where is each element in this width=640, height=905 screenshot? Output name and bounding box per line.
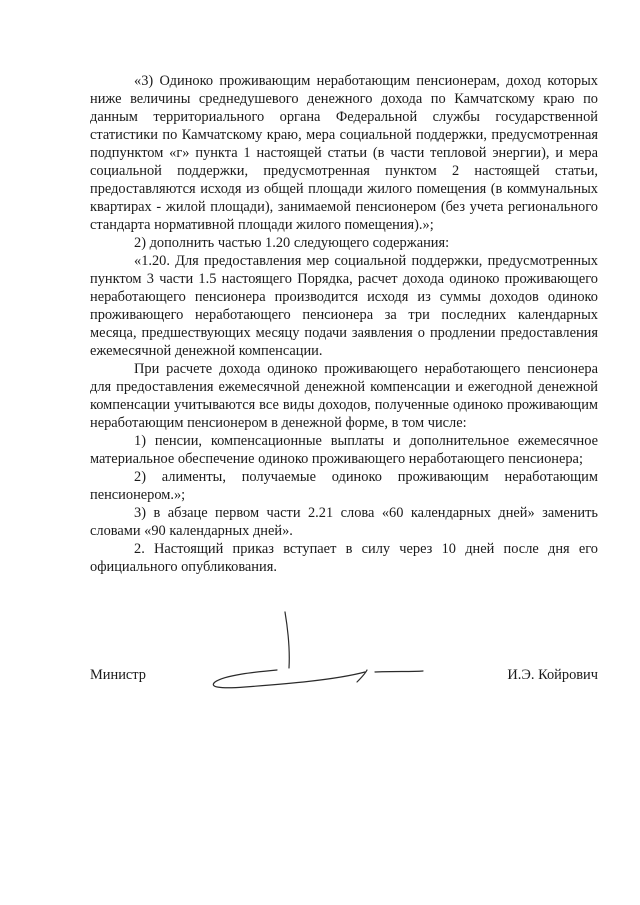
paragraph-amendment-3: «3) Одиноко проживающим неработающим пенсионерам, доход которых ниже величины среднедушевого денежного дохода по Камчатскому краю по данным территориального органа Федеральной службы государственной статистики по Камчатскому краю, мера социальной поддержки, предусмотренная подпунктом «г» пункта 1 настоящей статьи (в части тепловой энергии), и мера социальной поддержки, предусмотренная пунктом 2 настоящей статьи, предоставляются исходя из общей площади жилого помещения (в коммунальных квартирах - жилой площади), занимаемой пенсионером (без учета регионального стандарта нормативной площади жилого помещения).»; [90,73,598,233]
paragraph-item-2: 2) дополнить частью 1.20 следующего содержания: [134,235,450,251]
signatory-name: И.Э. Койрович [507,667,598,683]
paragraph-part-1-20: «1.20. Для предоставления мер социальной поддержки, предусмотренных пунктом 3 части 1.5 настоящего Порядка, расчет дохода одиноко проживающего неработающего пенсионера производится исходя из суммы доходов одиноко проживающего неработающего пенсионера за три последних календарных месяца, предшествующих месяцу подачи заявления о продлении предоставления ежемесячной денежной компенсации. [90,253,598,359]
paragraph-item-3: 3) в абзаце первом части 2.21 слова «60 календарных дней» заменить словами «90 календарных дней». [90,505,598,539]
paragraph-income-calculation: При расчете дохода одиноко проживающего неработающего пенсионера для предоставления ежемесячной денежной компенсации и ежегодной денежной компенсации учитываются все виды доходов, полученные одиноко проживающим неработающим пенсионером в денежной форме, в том числе: [90,361,598,431]
paragraph-effective-date: 2. Настоящий приказ вступает в силу через 10 дней после дня его официального опубликования. [90,541,598,575]
paragraph-subitem-1: 1) пенсии, компенсационные выплаты и дополнительное ежемесячное материальное обеспечение одиноко проживающего неработающего пенсионера; [90,433,598,467]
document-body [90,72,598,576]
paragraph-subitem-2: 2) алименты, получаемые одиноко проживающим неработающим пенсионером.»; [90,469,598,503]
signature-block [90,667,598,691]
signatory-position: Министр [90,667,146,683]
